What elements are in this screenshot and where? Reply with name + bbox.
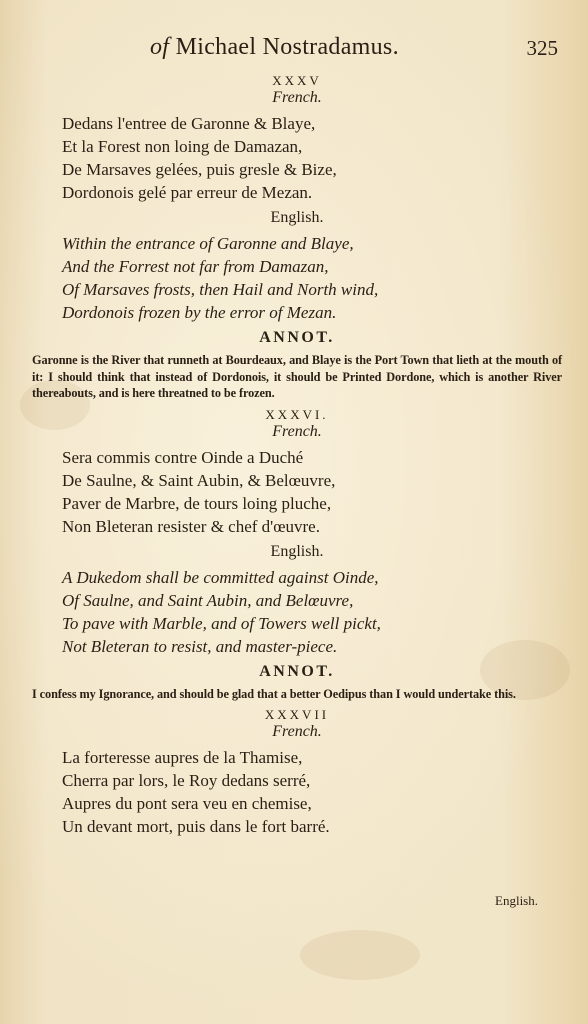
page-number: 325 <box>526 36 558 60</box>
verse-line: Paver de Marbre, de tours loing pluche, <box>62 493 332 513</box>
verse-line: Sera commis contre Oinde a Duché <box>62 447 304 467</box>
verse-line: Of Marsaves frosts, then Hail and North wind, <box>62 280 379 299</box>
french-label: French. <box>272 422 322 440</box>
running-title: of Michael Nostradamus. <box>150 34 399 60</box>
verse-line: Cherra par lors, le Roy dedans serré, <box>62 771 311 790</box>
verse-line: Of Saulne, and Saint Aubin, and Belœuvre, <box>62 590 354 610</box>
annot-text: Garonne is the River that runneth at Bourdeaux, and Blaye is the Port Town that lieth at the mouth of it: I should think that instead of Dordonois, it should be Printed Dordone, which is another River thereabouts, and is here threatned to be frozen. <box>32 353 562 400</box>
english-label: English. <box>270 209 324 226</box>
quatrain-number: XXXV <box>272 73 322 88</box>
english-verse <box>62 232 562 324</box>
french-label: French. <box>272 89 322 106</box>
verse-line: La forteresse aupres de la Thamise, <box>62 748 303 767</box>
quatrain-36 <box>32 408 562 703</box>
verse-line: Dordonois gelé par erreur de Mezan. <box>62 183 313 202</box>
verse-line: Aupres du pont sera veu en chemise, <box>62 794 312 813</box>
verse-line: Un devant mort, puis dans le fort barré. <box>62 817 330 836</box>
verse-line: Dordonois frozen by the error of Mezan. <box>62 303 337 322</box>
verse-line: Et la Forest non loing de Damazan, <box>62 137 303 156</box>
english-verse <box>62 566 562 658</box>
verse-line: Non Bleteran resister & chef d'œuvre. <box>62 516 320 536</box>
paper-stain <box>300 930 420 980</box>
quatrain-35 <box>32 74 562 402</box>
quatrain-37 <box>32 708 562 838</box>
annot-heading: ANNOT. <box>259 329 335 346</box>
running-header <box>0 32 588 72</box>
verse-line: A Dukedom shall be committed against Oinde, <box>62 567 379 587</box>
french-verse <box>62 746 562 838</box>
french-verse <box>62 112 562 204</box>
french-label: French. <box>272 723 322 740</box>
verse-line: And the Forrest not far from Damazan, <box>62 257 329 276</box>
page-content <box>32 74 562 842</box>
verse-line: Dedans l'entree de Garonne & Blaye, <box>62 114 316 133</box>
verse-line: To pave with Marble, and of Towers well pickt, <box>62 613 381 633</box>
french-verse <box>62 446 562 538</box>
verse-line: De Saulne, & Saint Aubin, & Belœuvre, <box>62 470 336 490</box>
quatrain-number: XXXVI. <box>265 406 329 422</box>
verse-line: Within the entrance of Garonne and Blaye, <box>62 234 354 253</box>
annot-heading: ANNOT. <box>259 662 335 680</box>
verse-line: De Marsaves gelées, puis gresle & Bize, <box>62 160 337 179</box>
verse-line: Not Bleteran to resist, and master-piece. <box>62 636 338 656</box>
catchword: English. <box>495 893 538 908</box>
annot-text: I confess my Ignorance, and should be glad that a better Oedipus than I would undertake this. <box>32 686 516 701</box>
english-label: English. <box>270 542 324 560</box>
quatrain-number: XXXVII <box>264 707 330 722</box>
